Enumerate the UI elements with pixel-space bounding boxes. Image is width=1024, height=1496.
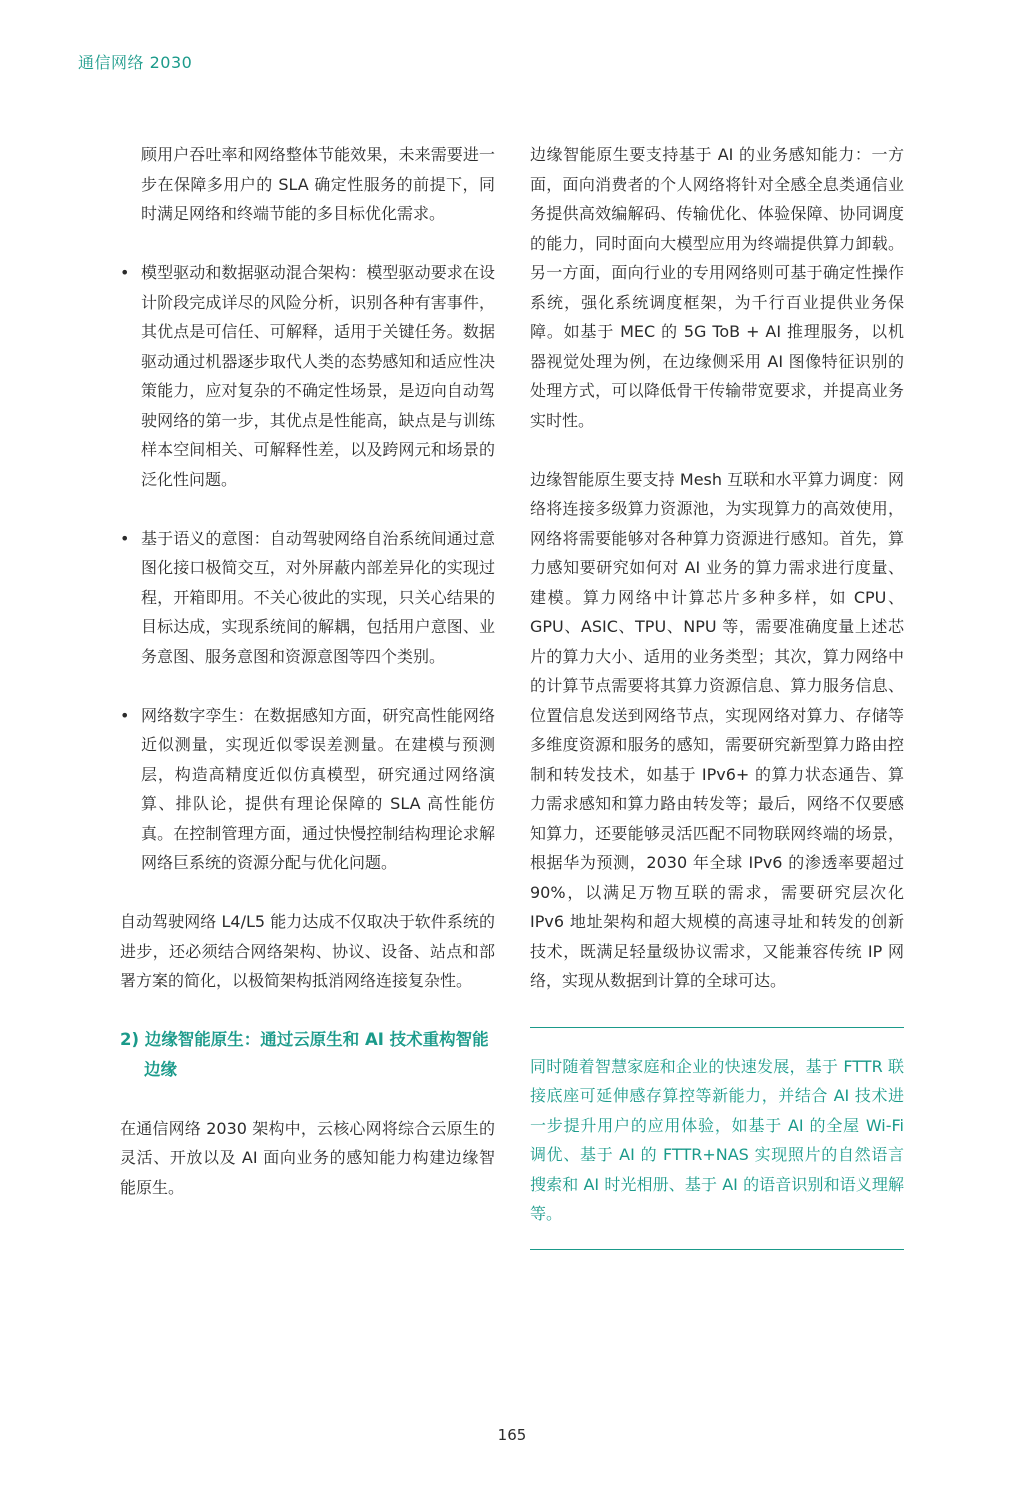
- bullet-text: 模型驱动和数据驱动混合架构：模型驱动要求在设计阶段完成详尽的风险分析，识别各种有害事件，其优点是可信任、可解释，适用于关键任务。数据驱动通过机器逐步取代人类的态势感知和适应性决策能力，应对复杂的不确定性场景，是迈向自动驾驶网络的第一步，其优点是性能高，缺点是与训练样本空间相关、可解释性差，以及跨网元和场景的泛化性问题。: [141, 263, 495, 489]
- bullet-semantic-intent: [120, 524, 495, 672]
- bullet-digital-twin: [120, 701, 495, 878]
- bullet-marker: •: [120, 528, 130, 548]
- ai-awareness-paragraph: 边缘智能原生要支持基于 AI 的业务感知能力：一方面，面向消费者的个人网络将针对全感全息类通信业务提供高效编解码、传输优化、体验保障、协同调度的能力，同时面向大模型应用为终端提供算力卸载。另一方面，面向行业的专用网络则可基于确定性操作系统，强化系统调度框架，为千行百业提供业务保障。如基于 MEC 的 5G ToB + AI 推理服务，以机器视觉处理为例，在边缘侧采用 AI 图像特征识别的处理方式，可以降低骨干传输带宽要求，并提高业务实时性。: [530, 145, 904, 430]
- bullet-text: 网络数字孪生：在数据感知方面，研究高性能网络近似测量，实现近似零误差测量。在建模与预测层，构造高精度近似仿真模型，研究通过网络演算、排队论，提供有理论保障的 SLA 高性能仿真。在控制管理方面，通过快慢控制结构理论求解网络巨系统的资源分配与优化问题。: [141, 705, 495, 872]
- continuation-paragraph: 顾用户吞吐率和网络整体节能效果，未来需要进一步在保障多用户的 SLA 确定性服务的前提下，同时满足网络和终端节能的多目标优化需求。: [141, 145, 495, 223]
- summary-paragraph: 自动驾驶网络 L4/L5 能力达成不仅取决于软件系统的进步，还必须结合网络架构、协议、设备、站点和部署方案的简化，以极简架构抵消网络连接复杂性。: [120, 912, 495, 990]
- left-column: [120, 140, 495, 1202]
- running-header: 通信网络 2030: [78, 53, 193, 72]
- bullet-hybrid-architecture: [120, 258, 495, 494]
- mesh-compute-paragraph: 边缘智能原生要支持 Mesh 互联和水平算力调度：网络将连接多级算力资源池，为实现算力的高效使用，网络将需要能够对各种算力资源进行感知。首先，算力感知要研究如何对 AI 业务的算力需求进行度量、建模。算力网络中计算芯片多种多样，如 CPU、GPU、ASIC、TPU、NPU 等，需要准确度量上述芯片的算力大小、适用的业务类型；其次，算力网络中的计算节点需要将其算力资源信息、算力服务信息、位置信息发送到网络节点，实现网络对算力、存储等多维度资源和服务的感知，需要研究新型算力路由控制和转发技术，如基于 IPv6+ 的算力状态通告、算力需求感知和算力路由转发等；最后，网络不仅要感知算力，还要能够灵活匹配不同物联网终端的场景，根据华为预测，2030 年全球 IPv6 的渗透率要超过 90%，以满足万物互联的需求，需要研究层次化 IPv6 地址架构和超大规模的高速寻址和转发的创新技术，既满足轻量级协议需求，又能兼容传统 IP 网络，实现从数据到计算的全球可达。: [530, 469, 904, 990]
- right-column: [530, 140, 904, 1250]
- section-intro-paragraph: 在通信网络 2030 架构中，云核心网将综合云原生的灵活、开放以及 AI 面向业务的感知能力构建边缘智能原生。: [120, 1118, 495, 1197]
- page-number: 165: [497, 1426, 527, 1444]
- bullet-text: 基于语义的意图：自动驾驶网络自治系统间通过意图化接口极简交互，对外屏蔽内部差异化的实现过程，开箱即用。不关心彼此的实现，只关心结果的目标达成，实现系统间的解耦，包括用户意图、业务意图、服务意图和资源意图等四个类别。: [141, 528, 495, 666]
- highlight-callout: [530, 1027, 904, 1250]
- bullet-marker: •: [120, 705, 130, 725]
- bullet-marker: •: [120, 263, 130, 282]
- callout-text: 同时随着智慧家庭和企业的快速发展，基于 FTTR 联接底座可延伸感存算控等新能力，并结合 AI 技术进一步提升用户的应用体验，如基于 AI 的全屋 Wi-Fi 调优、基于 AI 的 FTTR+NAS 实现照片的自然语言搜索和 AI 时光相册、基于 AI 的语音识别和语义理解等。: [530, 1056, 904, 1223]
- section-heading: 2) 边缘智能原生：通过云原生和 AI 技术重构智能边缘: [120, 1030, 489, 1079]
